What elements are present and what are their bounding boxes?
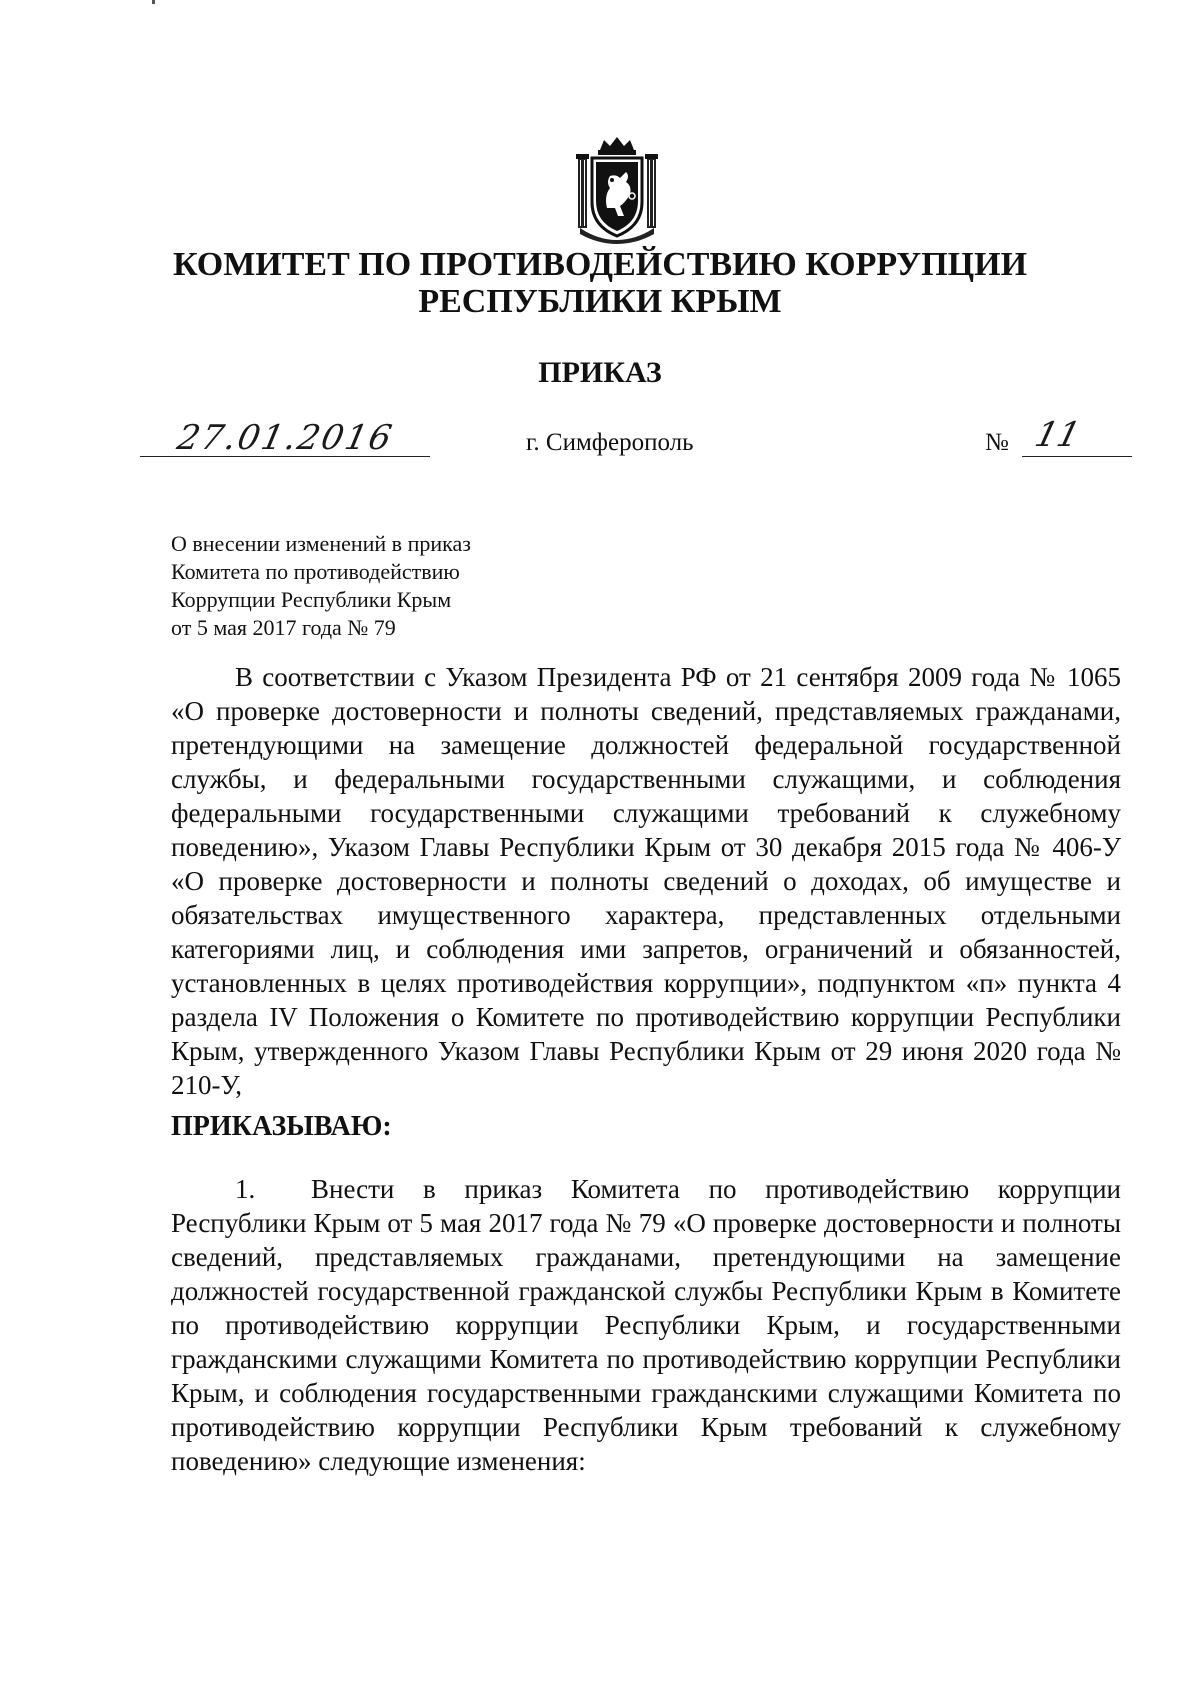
order-heading: ПРИКАЗЫВАЮ:: [171, 1111, 392, 1142]
scan-artifact: [152, 0, 155, 4]
handwritten-date: 27.01.2016: [173, 418, 397, 458]
organization-title-line2: РЕСПУБЛИКИ КРЫМ: [418, 283, 782, 320]
subject-line: от 5 мая 2017 года № 79: [171, 615, 396, 640]
order-item-1: [171, 1172, 1121, 1478]
number-underline: [1022, 456, 1132, 457]
handwritten-number: 11: [1031, 415, 1085, 455]
subject-line: Комитета по противодействию: [171, 559, 460, 584]
city-name: г. Симферополь: [526, 429, 694, 456]
item-text: Внести в приказ Комитета по противодействию коррупции Республики Крым от 5 мая 2017 года № 79 «О проверке достоверности и полноты сведений, представляемых гражданами, претендующими на замещение должностей государственной гражданской службы Республики Крым в Комитете по противодействию коррупции Республики Крым, и государственными гражданскими служащими Комитета по противодействию коррупции Республики Крым, и соблюдения государственными гражданскими служащими Комитета по противодействию коррупции Республики Крым требований к служебному поведению» следующие изменения:: [171, 1174, 1121, 1476]
preamble-paragraph: В соответствии с Указом Президента РФ от 21 сентября 2009 года № 1065 «О проверке достоверности и полноты сведений, представляемых гражданами, претендующими на замещение должностей федеральной государственной службы, и федеральными государственными служащими, и соблюдения федеральными государственными служащими требований к служебному поведению», Указом Главы Республики Крым от 30 декабря 2015 года № 406-У «О проверке достоверности и полноты сведений о доходах, об имуществе и обязательствах имущественного характера, представленных отдельными категориями лиц, и соблюдения ими запретов, ограничений и обязанностей, установленных в целях противодействия коррупции», подпунктом «п» пункта 4 раздела IV Положения о Комитете по противодействию коррупции Республики Крым, утвержденного Указом Главы Республики Крым от 29 июня 2020 года № 210-У,: [171, 662, 1121, 1100]
subject-line: Коррупции Республики Крым: [171, 587, 452, 612]
subject-block: [171, 530, 671, 642]
number-label: №: [985, 429, 1009, 456]
coat-of-arms-icon: [574, 136, 660, 244]
item-number: 1.: [235, 1174, 256, 1204]
subject-line: О внесении изменений в приказ: [171, 531, 471, 556]
organization-title-line1: КОМИТЕТ ПО ПРОТИВОДЕЙСТВИЮ КОРРУПЦИИ: [172, 246, 1028, 283]
document-type: ПРИКАЗ: [538, 356, 662, 389]
